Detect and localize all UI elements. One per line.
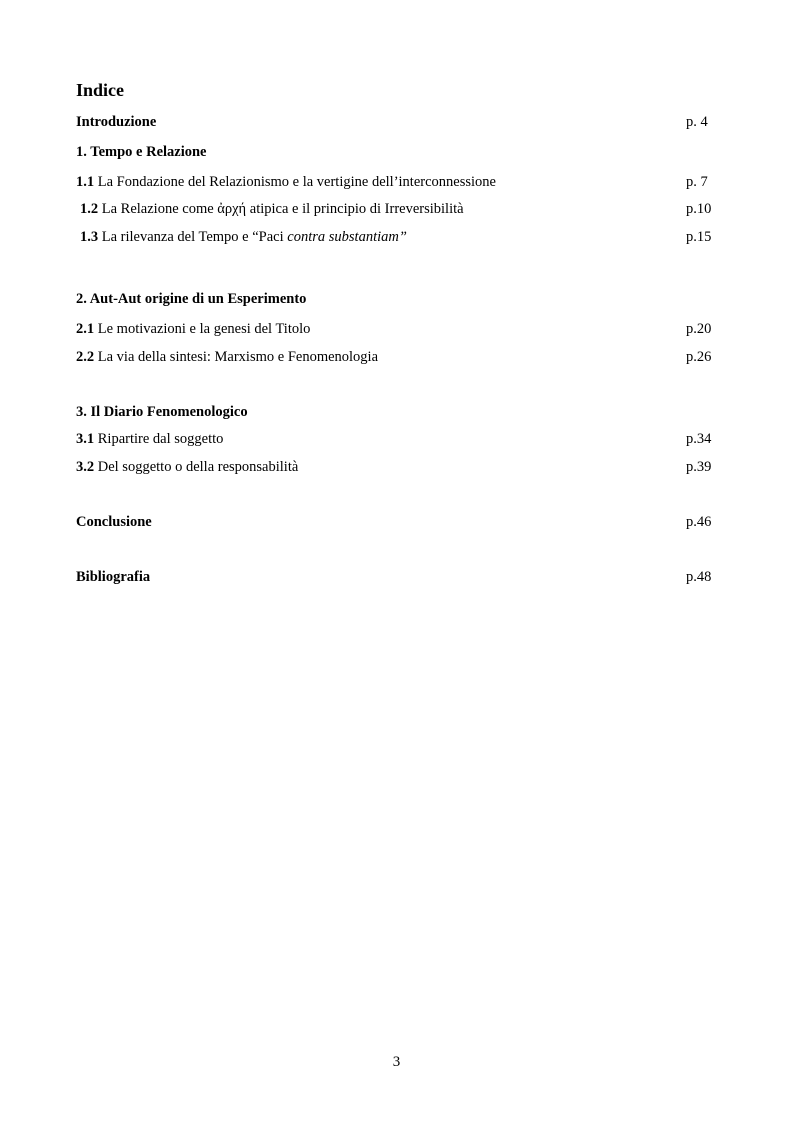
toc-entry-page: p.15 (686, 229, 712, 245)
chapter-heading: 1. Tempo e Relazione (76, 144, 207, 160)
section-title: Del soggetto o della responsabilità (97, 459, 299, 475)
toc-entry-1-2 (76, 199, 716, 219)
toc-entry-page: p. 4 (686, 114, 708, 130)
toc-entry-label (76, 347, 378, 367)
section-number: 2.1 (76, 321, 95, 337)
page-number: 3 (392, 1054, 401, 1070)
chapter-heading: 3. Il Diario Fenomenologico (76, 404, 248, 420)
toc-entry-label: Introduzione (76, 114, 157, 130)
toc-entry-page: p.34 (686, 431, 712, 447)
toc-entry-bibliografia (76, 567, 716, 587)
toc-entry-label (76, 172, 496, 192)
toc-title: Indice (76, 80, 125, 100)
toc-chapter-1-heading (76, 142, 716, 162)
toc-entry-3-2 (76, 457, 716, 477)
section-title: La via della sintesi: Marxismo e Fenomenologia (97, 349, 379, 365)
toc-entry-1-3 (76, 227, 716, 247)
toc-entry-2-1 (76, 319, 716, 339)
toc-entry-introduzione (76, 112, 716, 132)
section-title: La Relazione come ἀρχή atipica e il principio di Irreversibilità (101, 201, 464, 217)
section-number: 2.2 (76, 349, 95, 365)
toc-entry-label (76, 429, 223, 449)
section-title: La Fondazione del Relazionismo e la vertigine dell’interconnessione (97, 174, 496, 190)
toc-entry-page: p.20 (686, 321, 712, 337)
section-title: La rilevanza del Tempo e “Paci (101, 229, 288, 245)
section-number: 1.1 (76, 174, 95, 190)
toc-entry-1-1 (76, 172, 716, 192)
section-number: 1.2 (80, 201, 99, 217)
toc-entry-page: p.39 (686, 459, 712, 475)
section-number: 3.1 (76, 431, 95, 447)
toc-entry-label (76, 319, 310, 339)
toc-entry-2-2 (76, 347, 716, 367)
section-title-italic: contra substantiam” (287, 229, 407, 245)
toc-entry-conclusione (76, 512, 716, 532)
toc-entry-label: Bibliografia (76, 569, 151, 585)
section-title: Le motivazioni e la genesi del Titolo (97, 321, 311, 337)
section-title: Ripartire dal soggetto (97, 431, 224, 447)
toc-chapter-3-heading (76, 402, 716, 422)
toc-entry-page: p.48 (686, 569, 712, 585)
chapter-heading: 2. Aut-Aut origine di un Esperimento (76, 291, 307, 307)
toc-entry-label: Conclusione (76, 514, 152, 530)
toc-entry-label (80, 227, 407, 247)
toc-entry-page: p.26 (686, 349, 712, 365)
toc-entry-label (80, 199, 464, 219)
toc-chapter-2-heading (76, 289, 716, 309)
toc-entry-page: p.10 (686, 201, 712, 217)
toc-entry-label (76, 457, 298, 477)
toc-entry-3-1 (76, 429, 716, 449)
section-number: 1.3 (80, 229, 99, 245)
toc-entry-page: p.46 (686, 514, 712, 530)
toc-entry-page: p. 7 (686, 174, 708, 190)
section-number: 3.2 (76, 459, 95, 475)
